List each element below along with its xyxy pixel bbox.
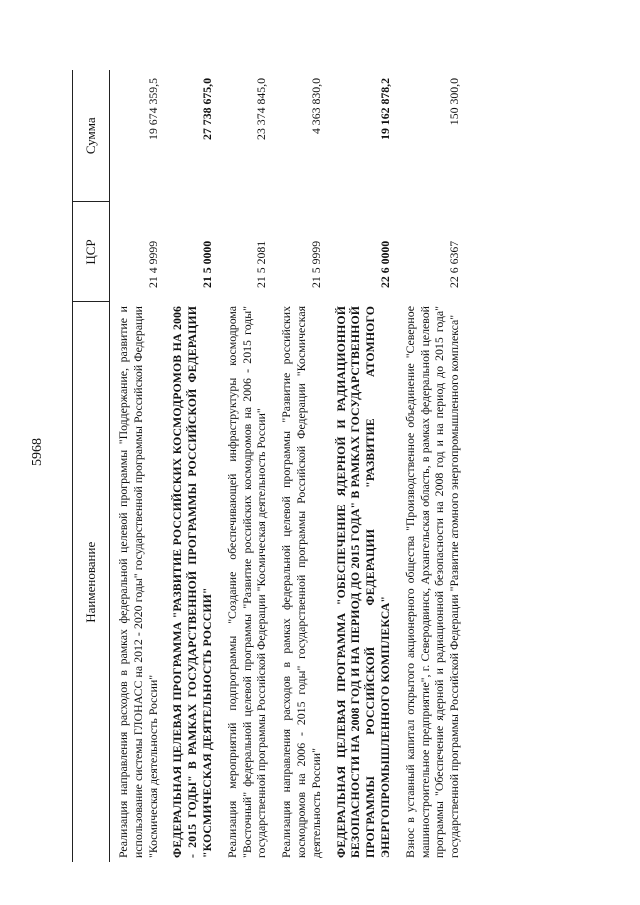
row-sum: 23 374 845,0 [254,78,269,140]
budget-table-page [72,70,604,862]
row-name: Реализация направления расходов в рамках федеральной целевой программы "Развитие российских космодромов на 2006 - 2015 годы" государственной программы Российской Федерации "Космическая деятельность России" [279,306,323,858]
header-code: ЦСР [73,202,110,302]
row-sum: 27 738 675,0 [199,78,214,140]
table-row [328,70,397,862]
row-code: 21 5 2081 [254,240,269,288]
header-name: Наименование [73,302,110,862]
row-code: 22 6 0000 [377,240,392,288]
table-row [164,70,218,862]
row-name: Взнос в уставный капитал открытого акционерного общества "Производственное объединение "Северное машиностроительное предприятие", г. Северодвинск, Архангельская область, в рамках федеральной целевой программы "Обеспечение ядерной и радиационной безопасности на 2008 год и на период до 2015 года" государственной программы Российской Федерации "Развитие атомного энергопромышленного комплекса" [402,306,462,858]
budget-table [72,70,466,862]
table-header-row [73,70,110,862]
row-name: Реализация мероприятий подпрограммы "Создание обеспечивающей инфраструктуры космодрома "Восточный" федеральной целевой программы "Развитие российских космодромов на 2006 - 2015 годы" государственной программы Российской Федерации "Космическая деятельность России" [224,306,269,858]
page-number: 5968 [30,438,45,466]
row-sum: 19 162 878,2 [377,78,392,140]
row-code: 22 6 6367 [447,240,462,288]
row-name: ФЕДЕРАЛЬНАЯ ЦЕЛЕВАЯ ПРОГРАММА "ОБЕСПЕЧЕНИЕ ЯДЕРНОЙ И РАДИАЦИОННОЙ БЕЗОПАСНОСТИ НА 2008 ГОД И НА ПЕРИОД ДО 2015 ГОДА" В РАМКАХ ГОСУДАРСТВЕННОЙ ПРОГРАММЫ РОССИЙСКОЙ ФЕДЕРАЦИИ "РАЗВИТИЕ АТОМНОГО ЭНЕРГОПРОМЫШЛЕННОГО КОМПЛЕКСА" [333,306,392,858]
row-sum: 4 363 830,0 [308,78,323,135]
table-row [219,70,273,862]
row-sum: 150 300,0 [447,78,462,126]
table-row [110,70,165,862]
table-row [273,70,327,862]
row-sum: 19 674 359,5 [145,78,160,140]
row-name: ФЕДЕРАЛЬНАЯ ЦЕЛЕВАЯ ПРОГРАММА "РАЗВИТИЕ РОССИЙСКИХ КОСМОДРОМОВ НА 2006 - 2015 ГОДЫ" В РАМКАХ ГОСУДАРСТВЕННОЙ ПРОГРАММЫ РОССИЙСКОЙ ФЕДЕРАЦИИ "КОСМИЧЕСКАЯ ДЕЯТЕЛЬНОСТЬ РОССИИ" [170,306,214,858]
header-sum: Сумма [73,70,110,202]
table-row [397,70,466,862]
row-code: 21 4 9999 [145,240,160,288]
row-code: 21 5 9999 [308,240,323,288]
row-name: Реализация направления расходов в рамках федеральной целевой программы "Поддержание, развитие и использование системы ГЛОНАСС на 2012 - 2020 годы" государственной программы Российской Федерации "Космическая деятельность России" [116,306,160,858]
row-code: 21 5 0000 [199,240,214,288]
